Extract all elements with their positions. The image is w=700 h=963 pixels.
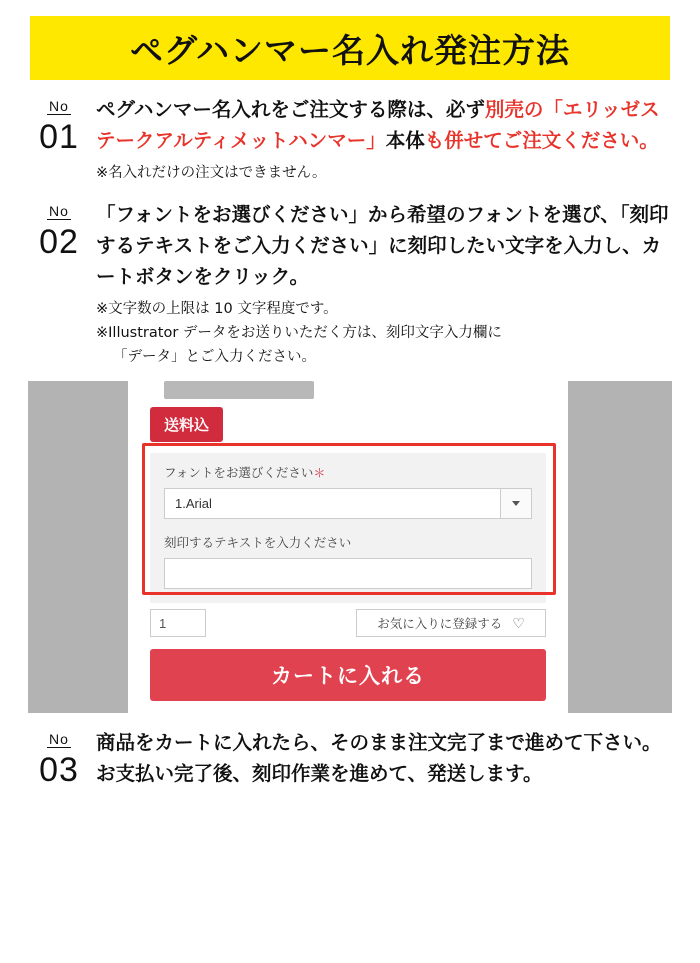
product-page-screenshot [28, 381, 672, 713]
step-02-note-2: ※Illustrator データをお送りいただく方は、刻印文字入力欄に [96, 325, 502, 341]
quantity-value: 1 [159, 615, 167, 631]
required-mark: ＊ [313, 466, 326, 480]
step-02-note-3: 「データ」とご入力ください。 [113, 349, 316, 365]
step-02 [28, 199, 672, 369]
step-01-text-part-3: 「エリッゼステークアルティメットハンマー」 [96, 98, 660, 152]
font-select-value: 1.Arial [175, 496, 212, 511]
engrave-text-input[interactable] [164, 558, 532, 589]
step-03-body [90, 727, 672, 789]
step-03-number [28, 727, 90, 789]
step-02-body [90, 199, 672, 369]
step-01-text-part-2: 別売の [484, 98, 544, 121]
option-fields-block [150, 453, 546, 603]
step-01-no-num: 01 [39, 118, 79, 156]
step-01-text-part-5: も併せてご注文ください。 [424, 129, 659, 152]
step-02-text: 「フォントをお選びください」から希望のフォントを選び、「刻印するテキストをご入力ください」に刻印したい文字を入力し、カートボタンをクリック。 [96, 203, 669, 288]
add-to-cart-label: カートに入れる [271, 664, 425, 688]
font-select[interactable] [164, 488, 532, 519]
add-to-favorites-button[interactable] [356, 609, 546, 637]
step-01-body [90, 94, 672, 185]
screenshot-partial-banner [164, 381, 314, 399]
page-root [0, 16, 700, 963]
step-03 [28, 727, 672, 789]
font-select-label [164, 463, 532, 481]
step-03-no-num: 03 [39, 751, 79, 789]
step-02-note-1: ※文字数の上限は 10 文字程度です。 [96, 301, 338, 317]
step-01 [28, 94, 672, 185]
heart-icon: ♡ [512, 614, 525, 631]
step-03-no-label: No [49, 731, 69, 747]
chevron-down-icon[interactable] [500, 489, 531, 518]
engrave-text-label: 刻印するテキストを入力ください [164, 535, 352, 550]
step-02-no-num: 02 [39, 223, 79, 261]
add-to-favorites-label: お気に入りに登録する [377, 616, 503, 631]
step-03-text: 商品をカートに入れたら、そのまま注文完了まで進めて下さい。お支払い完了後、刻印作業を進めて、発送します。 [96, 731, 662, 785]
quantity-input[interactable] [150, 609, 206, 637]
step-01-text-part-1: ペグハンマー名入れをご注文する際は、必ず [96, 98, 485, 121]
font-select-label-text: フォントをお選びください [164, 465, 314, 480]
step-02-number [28, 199, 90, 369]
shipping-badge: 送料込 [150, 407, 223, 442]
step-01-text [96, 94, 672, 156]
page-title: ペグハンマー名入れ発注方法 [129, 30, 571, 70]
step-01-text-part-4: 本体 [385, 129, 425, 152]
step-01-number [28, 94, 90, 185]
step-02-no-label: No [49, 203, 69, 219]
step-01-no-label: No [49, 98, 69, 114]
step-01-note-1: ※名入れだけの注文はできません。 [96, 165, 327, 181]
add-to-cart-button[interactable] [150, 649, 546, 701]
screenshot-content-area [128, 381, 568, 713]
page-title-banner [30, 16, 670, 80]
